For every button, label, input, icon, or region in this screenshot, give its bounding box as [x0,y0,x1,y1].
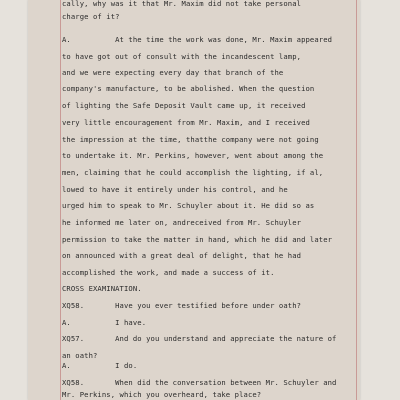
text-line: urged him to speak to Mr. Schuyler about it. He did so as [62,201,315,210]
text-line: of lighting the Safe Deposit Vault came up, it received [62,101,306,110]
text-line: A. At the time the work was done, Mr. Maxim appeared [62,35,333,44]
text-line: men, claiming that he could accomplish the lighting, if al, [62,168,324,177]
text-line: to undertake it. Mr. Perkins, however, went about among the [62,151,324,160]
text-line: the impression at the time, thatthe company were not going [62,135,319,144]
text-line: Mr. Perkins, which you overheard, take place? [62,390,262,399]
text-line: an oath? [62,351,98,360]
text-line: accomplished the work, and made a success of it. [62,268,275,277]
text-line: charge of it? [62,12,120,21]
text-line: A. I have. [62,318,147,327]
text-line: XQ58. Have you ever testified before under oath? [62,301,302,310]
text-line: very little encouragement from Mr. Maxim, and I received [62,118,310,127]
section-heading: CROSS EXAMINATION. [62,284,142,293]
text-line: permission to take the matter in hand, which he did and later [62,235,333,244]
text-line: XQ57. And do you understand and appreciate the nature of [62,334,337,343]
text-line: he informed me later on, andreceived from Mr. Schuyler [62,218,302,227]
text-line: cally, why was it that Mr. Maxim did not take personal [62,0,302,8]
text-line: company's manufacture, to be abolished. When the question [62,84,315,93]
text-line: lowed to have it entirely under his control, and he [62,185,288,194]
text-line: and we were expecting every day that branch of the [62,68,284,77]
text-line: to have got out of consult with the incandescent lamp, [62,52,302,61]
text-line: A. I do. [62,361,138,370]
text-line: XQ58. When did the conversation between Mr. Schuyler and [62,378,337,387]
text-line: on announced with a great deal of delight, that he had [62,251,302,260]
